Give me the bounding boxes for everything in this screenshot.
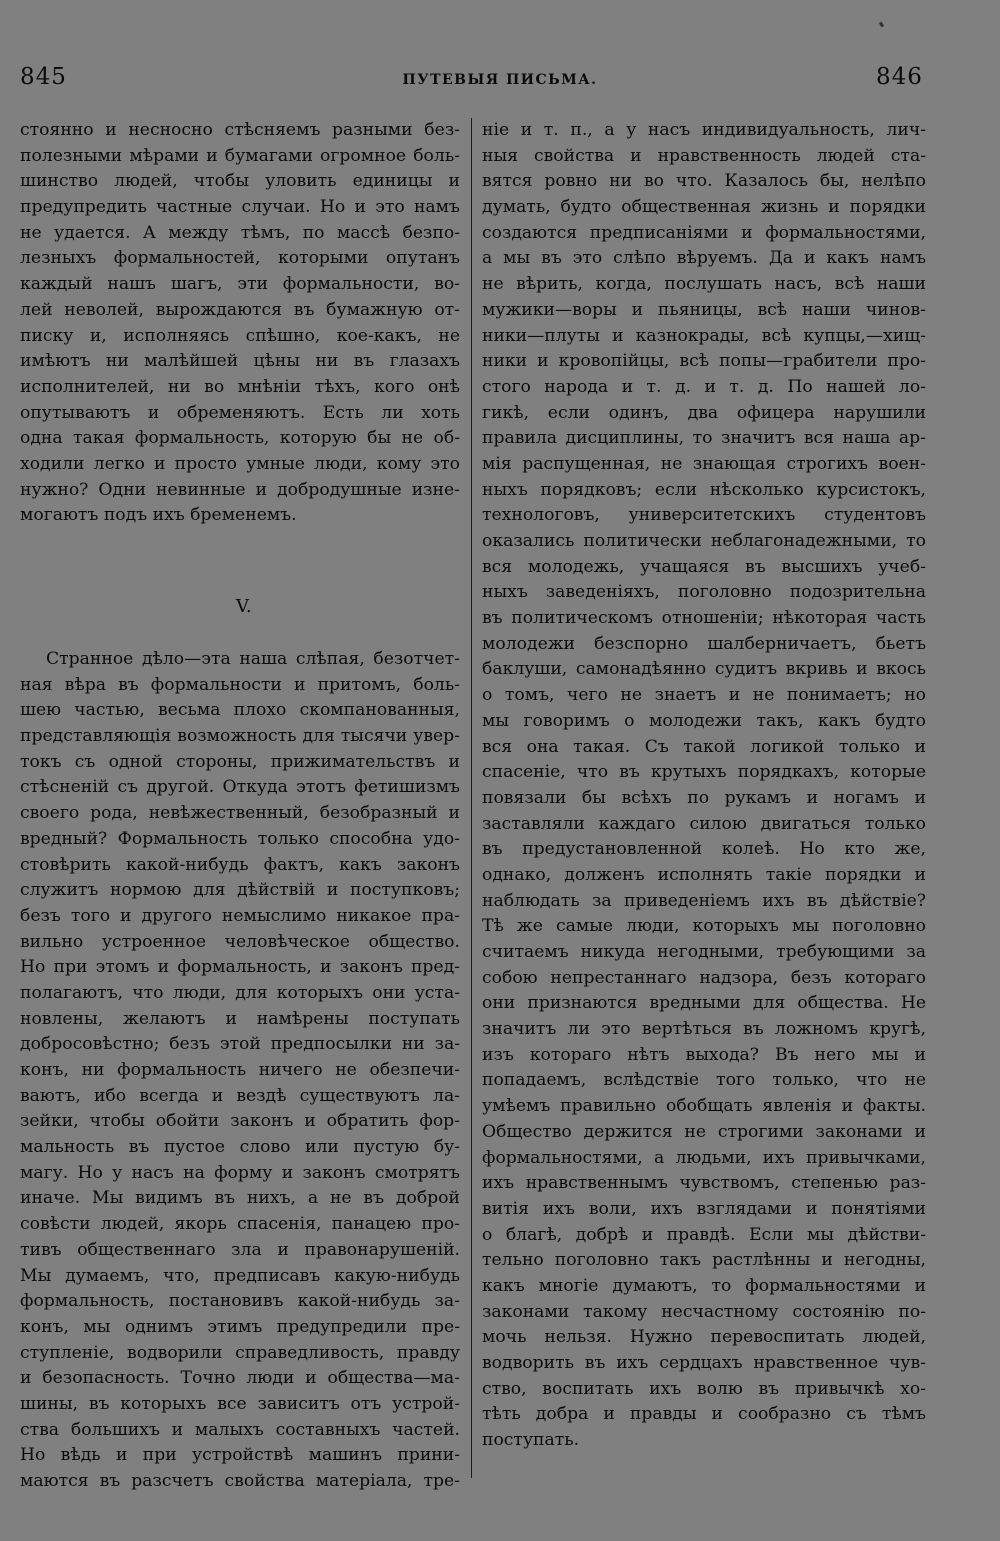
text-line: совѣсти людей, якорь спасенія, панацею про- — [20, 1214, 460, 1235]
text-line: ники и кровопійцы, всѣ попы—грабители про- — [482, 351, 926, 372]
text-line: ная вѣра въ формальности и притомъ, боль- — [20, 674, 460, 695]
text-line: иначе. Мы видимъ въ нихъ, а не въ доброй — [20, 1188, 460, 1209]
text-line: не удается. А между тѣмъ, по массѣ безпо- — [20, 222, 460, 243]
left-column-top — [20, 118, 460, 529]
text-line: вредный? Формальность только способна удо- — [20, 828, 460, 849]
text-line: считаемъ никуда негодными, требующими за — [482, 942, 926, 962]
text-line: законами такому несчастному состоянію по- — [482, 1301, 926, 1322]
text-line: новлены, желаютъ и намѣрены поступать — [20, 1008, 460, 1029]
text-line: мужики—воры и пьяницы, всѣ наши чинов- — [482, 299, 926, 320]
text-line: ихъ нравственнымъ чувствомъ, степенью раз- — [482, 1173, 926, 1194]
text-line: оказались политически неблагонадежными, то — [482, 531, 926, 551]
text-line: какъ многіе думаютъ, то формальностями и — [482, 1275, 926, 1296]
text-line: тѣть добра и правды и сообразно съ тѣмъ — [482, 1404, 926, 1425]
text-line: опутываютъ и обременяютъ. Есть ли хоть — [20, 402, 460, 423]
text-line: формальностями, а людьми, ихъ привычками, — [482, 1147, 926, 1168]
text-line: тивъ общественнаго зла и правонарушеній. — [20, 1239, 460, 1260]
text-line: шины, въ которыхъ все зависитъ отъ устрой- — [20, 1393, 460, 1414]
text-line: представляющія возможность для тысячи увер- — [20, 726, 460, 747]
text-line: мочь нельзя. Нужно перевоспитать людей, — [482, 1327, 926, 1348]
text-line: конъ, мы однимъ этимъ предупредили пре- — [20, 1316, 460, 1337]
text-line: мальность въ пустое слово или пустую бу- — [20, 1137, 460, 1158]
text-line: о томъ, чего не знаетъ и не понимаетъ; но — [482, 685, 926, 706]
text-line: конъ, ни формальность ничего не обезпечи- — [20, 1060, 460, 1080]
text-line: наблюдать за приведеніемъ ихъ въ дѣйствіе? — [482, 890, 926, 911]
text-line: баклуши, самонадѣянно судитъ вкривь и вкось — [482, 659, 926, 680]
text-line: собою непрестаннаго надзора, безъ котораго — [482, 967, 926, 988]
text-line: стовѣрить какой-нибудь фактъ, какъ законъ — [20, 854, 460, 875]
text-line: ніе и т. п., а у насъ индивидуальность, лич- — [482, 120, 926, 140]
text-line: ходили легко и просто умные люди, кому это — [20, 453, 460, 474]
text-line: не вѣрить, когда, послушать насъ, всѣ наши — [482, 274, 926, 295]
text-line: могаютъ подъ ихъ бременемъ. — [20, 505, 297, 526]
text-line: думать, будто общественная жизнь и порядки — [482, 197, 926, 218]
text-line: Общество держится не строгими законами и — [482, 1121, 926, 1142]
text-line: лезныхъ формальностей, которыми опутанъ — [20, 248, 460, 269]
text-line: стоянно и несносно стѣсняемъ разными без- — [20, 120, 460, 140]
text-line: Но вѣдь и при устройствѣ машинъ прини- — [20, 1445, 460, 1466]
text-line: а мы въ это слѣпо вѣруемъ. Да и какъ намъ — [482, 248, 926, 269]
page-number-left: 845 — [20, 64, 67, 90]
text-line: шинство людей, чтобы уловить единицы и — [20, 171, 460, 192]
text-line: Но при этомъ и формальность, и законъ пред- — [20, 957, 460, 978]
text-line: токъ съ одной стороны, прижимательствъ и — [20, 751, 460, 772]
text-line: о благѣ, добрѣ и правдѣ. Если мы дѣйстви- — [482, 1224, 926, 1245]
text-line: полагаютъ, что люди, для которыхъ они уста- — [20, 982, 460, 1003]
text-line: ство, воспитать ихъ волю въ привычкѣ хо- — [482, 1378, 926, 1399]
text-line: тельно поголовно такъ растлѣнны и негодны, — [482, 1250, 926, 1271]
text-line: формальность, постановивъ какой-нибудь за- — [20, 1291, 460, 1312]
text-line: мы говоримъ о молодежи такъ, какъ будто — [482, 710, 926, 731]
text-line: писку и, исполняясь спѣшно, кое-какъ, не — [20, 325, 460, 346]
page-number-right: 846 — [876, 64, 923, 90]
text-line: изъ котораго нѣтъ выхода? Въ него мы и — [482, 1044, 926, 1065]
text-line: вятся ровно ни во что. Казалось бы, нелѣпо — [482, 171, 926, 192]
text-line: вся она такая. Съ такой логикой только и — [482, 736, 926, 757]
text-line: попадаемъ, вслѣдствіе того только, что не — [482, 1070, 926, 1091]
running-title: ПУТЕВЫЯ ПИСЬМА. — [402, 72, 598, 88]
text-line: поступать. — [482, 1430, 580, 1451]
text-line: молодежи безспорно шалберничаетъ, бьетъ — [482, 633, 926, 654]
text-line: водворить въ ихъ сердцахъ нравственное чув- — [482, 1353, 926, 1373]
text-line: повязали бы всѣхъ по рукамъ и ногамъ и — [482, 787, 926, 808]
text-line: заставляли каждаго силою двигаться только — [482, 813, 926, 834]
text-line: своего рода, невѣжественный, безобразный и — [20, 803, 460, 824]
text-line: каждый нашъ шагъ, эти формальности, во- — [20, 274, 460, 295]
text-line: ваютъ, ибо всегда и вездѣ существуютъ ла- — [20, 1085, 460, 1106]
text-line: Мы думаемъ, что, предписавъ какую-нибудь — [20, 1265, 460, 1286]
text-line: однако, долженъ исполнять такіе порядки и — [482, 864, 926, 885]
text-line: вильно устроенное человѣческое общество. — [20, 931, 460, 952]
text-line: одна такая формальность, которую бы не об- — [20, 428, 460, 449]
text-line: стѣсненій съ другой. Откуда этотъ фетишизмъ — [20, 777, 460, 798]
text-line: Странное дѣло—эта наша слѣпая, безотчет- — [46, 649, 460, 669]
section-number: V. — [236, 596, 252, 617]
text-line: мія распущенная, не знающая строгихъ воен- — [482, 453, 926, 474]
right-column — [482, 118, 926, 1454]
text-line: лей неволей, вырождаются въ бумажную от- — [20, 299, 460, 320]
text-line: спасеніе, что въ крутыхъ порядкахъ, которые — [482, 762, 926, 783]
text-line: имѣютъ ни малѣйшей цѣны ни въ глазахъ — [20, 351, 460, 372]
text-line: зейки, чтобы обойти законъ и обратить фор- — [20, 1111, 460, 1132]
text-line: полезными мѣрами и бумагами огромное боль- — [20, 145, 460, 166]
text-line: Тѣ же самые люди, которыхъ мы поголовно — [482, 916, 926, 937]
text-line: служитъ нормою для дѣйствій и поступковъ; — [20, 880, 460, 901]
text-line: ныхъ заведеніяхъ, поголовно подозрительна — [482, 582, 926, 603]
text-line: шею частью, весьма плохо скомпанованныя, — [20, 700, 460, 721]
text-line: ники—плуты и казнокрады, всѣ купцы,—хищ- — [482, 325, 926, 346]
text-line: исполнителей, ни во мнѣніи тѣхъ, кого онѣ — [20, 376, 460, 397]
text-line: вся молодежь, учащаяся въ высшихъ учеб- — [482, 556, 926, 577]
text-line: значитъ ли это вертѣться въ ложномъ кругѣ, — [482, 1019, 926, 1040]
text-line: въ политическомъ отношеніи; нѣкоторая часть — [482, 608, 926, 629]
text-line: гикѣ, если одинъ, два офицера нарушили — [482, 402, 926, 423]
text-line: ныхъ порядковъ; если нѣсколько курсистокъ, — [482, 479, 926, 500]
text-line: технологовъ, университетскихъ студентовъ — [482, 505, 926, 526]
stray-mark — [879, 22, 884, 28]
left-column-bottom — [20, 647, 460, 1495]
column-divider — [471, 118, 472, 1478]
text-line: предупредить частные случаи. Но и это намъ — [20, 197, 460, 218]
text-line: ства большихъ и малыхъ составныхъ частей. — [20, 1419, 460, 1440]
text-line: стого народа и т. д. и т. д. По нашей ло- — [482, 376, 926, 397]
text-line: они признаются вредными для общества. Не — [482, 993, 926, 1014]
text-line: безъ того и другого немыслимо никакое пра- — [20, 905, 460, 926]
text-line: добросовѣстно; безъ этой предпосылки ни за- — [20, 1034, 460, 1055]
text-line: въ предустановленной колеѣ. Но кто же, — [482, 839, 926, 860]
text-line: умѣемъ правильно обобщать явленія и факты. — [482, 1096, 926, 1117]
text-line: ныя свойства и нравственность людей ста- — [482, 145, 926, 166]
text-line: маются въ разсчетъ свойства матеріала, тре- — [20, 1471, 460, 1491]
text-line: нужно? Одни невинные и добродушные изне- — [20, 479, 460, 500]
text-line: правила дисциплины, то значитъ вся наша ар- — [482, 428, 926, 449]
text-line: и безопасность. Точно люди и общества—ма- — [20, 1368, 460, 1389]
text-line: магу. Но у насъ на форму и законъ смотрятъ — [20, 1162, 460, 1183]
text-line: витія ихъ воли, ихъ взглядами и понятіями — [482, 1198, 926, 1219]
text-line: создаются предписаніями и формальностями, — [482, 222, 926, 243]
text-line: ступленіе, водворили справедливость, правду — [20, 1342, 460, 1363]
